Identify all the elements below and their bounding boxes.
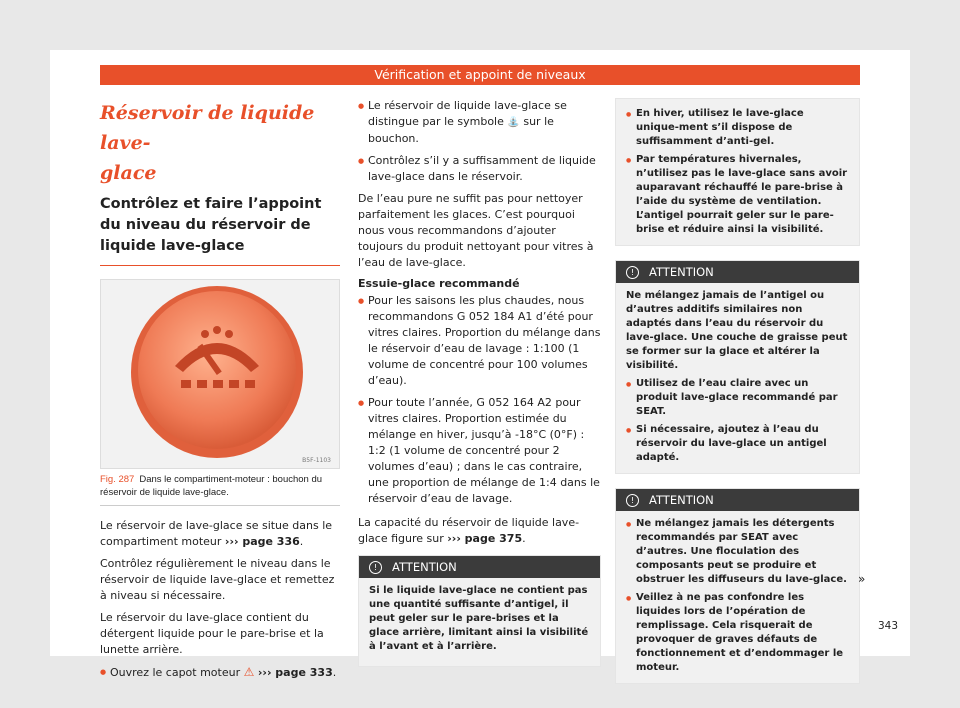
list-item: ● Utilisez de l’eau claire avec un produit lave-glace recommandé par SEAT. <box>626 377 849 419</box>
attention-box <box>358 555 601 667</box>
paragraph-check-level: Contrôlez régulièrement le niveau dans le réservoir de liquide lave-glace et remettez à niveau si nécessaire. <box>100 557 335 602</box>
continue-marker: » <box>858 572 866 586</box>
page-reference-link[interactable]: ››› page 333 <box>257 666 333 679</box>
heading-recommended: Essuie-glace recommandé <box>358 277 520 290</box>
attention-text: Ne mélangez jamais de l’antigel ou d’autres additifs similaires non adaptés dans l’eau du réservoir du lave-glace. Une couche de graisse peut se former sur la glace et altérer la visibilité. <box>626 290 848 371</box>
figure-caption-text: Dans le compartiment-moteur : bouchon du réservoir de liquide lave-glace. <box>100 474 323 498</box>
section-title-line1: Réservoir de liquide lave- <box>100 102 315 154</box>
attention-circle-icon: ! <box>626 494 639 507</box>
attention-header: ! ATTENTION <box>616 489 859 511</box>
warning-triangle-icon: ⚠ <box>243 665 255 679</box>
list-item: ● En hiver, utilisez le lave-glace unique-ment s’il dispose de suffisamment d’anti-gel. <box>626 107 849 149</box>
column-right <box>615 98 860 684</box>
list-item: ● Pour les saisons les plus chaudes, nous recommandons G 052 184 A1 d’été pour vitres claires. Proportion du mélange dans le réservoir d’eau de lavage : 1:100 (1 volume de concentré pour 100 volumes d’eau). <box>358 293 601 389</box>
attention-header: ! ATTENTION <box>616 261 859 283</box>
list-item: ● Pour toute l’année, G 052 164 A2 pour vitres claires. Proportion estimée du mélange en hiver, jusqu’à -18°C (0°F) : 1:2 (1 volume de concentré pour 2 volumes d’eau) ; dans le cas contraire, une proportion de mélange de 1:4 dans le réservoir d’eau de lavage. <box>358 395 601 507</box>
page-reference-link[interactable]: ››› page 336 <box>224 535 300 548</box>
list-item: ● Ne mélangez jamais les détergents recommandés par SEAT avec d’autres. Une floculation des composants peut se produire et obstruer les diffuseurs du lave-glace. <box>626 517 849 587</box>
attention-box <box>615 260 860 474</box>
list-item: ● Contrôlez s’il y a suffisamment de liquide lave-glace dans le réservoir. <box>358 153 601 185</box>
page-reference-link[interactable]: ››› page 375 <box>447 532 523 545</box>
attention-circle-icon: ! <box>369 561 382 574</box>
page-header: Vérification et appoint de niveaux <box>100 65 860 85</box>
list-item: ● Si nécessaire, ajoutez à l’eau du réservoir du lave-glace un antigel adapté. <box>626 423 849 465</box>
list-item: ● Par températures hivernales, n’utilisez pas le lave-glace sans avoir auparavant réchauffé le pare-brise à l’aide du système de ventilation. L’antigel pourrait geler sur le pare-brise et réduire ainsi la visibilité. <box>626 153 849 237</box>
attention-text: Si le liquide lave-glace ne contient pas une quantité suffisante d’antigel, il peut geler sur le pare-brises et la glace arrière, limitant ainsi la visibilité à l’avant et à l’arrière. <box>369 585 589 652</box>
paragraph-location: Le réservoir de lave-glace se situe dans le compartiment moteur ››› page 336. <box>100 519 333 548</box>
washer-cap-illustration <box>101 280 339 468</box>
attention-header: ! ATTENTION <box>359 556 600 578</box>
figure-number: Fig. 287 <box>100 474 135 485</box>
section-divider <box>100 265 340 266</box>
attention-box <box>615 488 860 684</box>
sub-title: Contrôlez et faire l’appoint du niveau du réservoir de liquide lave-glace <box>100 196 322 254</box>
list-item: ● Le réservoir de liquide lave-glace se distingue par le symbole ⛲ sur le bouchon. <box>358 98 601 147</box>
list-item: ● Ouvrez le capot moteur ⚠ ››› page 333. <box>100 664 340 681</box>
washer-symbol-icon: ⛲ <box>507 117 520 128</box>
paragraph-cleaning: De l’eau pure ne suffit pas pour nettoyer parfaitement les glaces. C’est pourquoi nous vous recommandons d’ajouter toujours du produit nettoyant pour vitres à l’eau de lave-glace. <box>358 192 594 269</box>
column-middle <box>358 98 601 667</box>
paragraph-capacity: La capacité du réservoir de liquide lave-glace figure sur ››› page 375. <box>358 516 580 545</box>
figure-washer-cap <box>100 279 340 469</box>
column-left <box>100 98 340 687</box>
page-number: 343 <box>878 620 899 632</box>
section-title-line2: glace <box>100 162 157 184</box>
attention-circle-icon: ! <box>626 266 639 279</box>
paragraph-content: Le réservoir du lave-glace contient du détergent liquide pour le pare-brise et la lunette arrière. <box>100 611 324 656</box>
figure-code: B5F-1103 <box>302 457 331 464</box>
attention-box-continued <box>615 98 860 246</box>
list-item: ● Veillez à ne pas confondre les liquides lors de l’opération de remplissage. Cela risquerait de provoquer de graves défauts de fonctionnement et d’endommager le moteur. <box>626 591 849 675</box>
figure-caption <box>100 473 340 506</box>
section-title <box>100 98 340 188</box>
